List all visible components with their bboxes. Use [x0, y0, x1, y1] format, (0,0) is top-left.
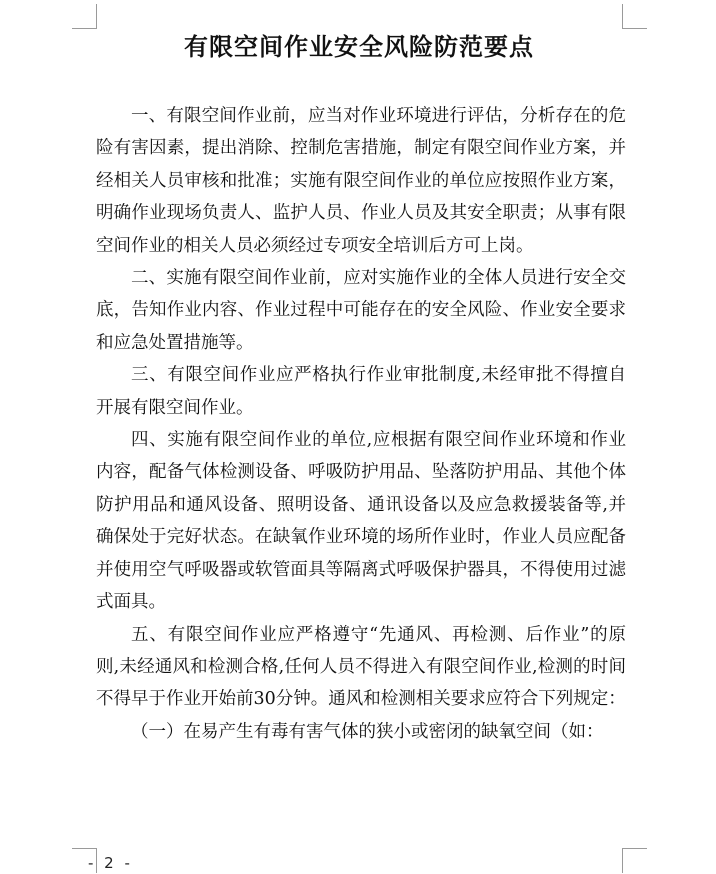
- crop-mark-top-right: [622, 4, 647, 29]
- document-body: [96, 100, 626, 748]
- crop-mark-bottom-right: [622, 848, 647, 873]
- document-title: 有限空间作业安全风险防范要点: [184, 33, 534, 61]
- paragraph-4: 四、实施有限空间作业的单位,应根据有限空间作业环境和作业内容，配备气体检测设备、呼吸防护用品、坠落防护用品、其他个体防护用品和通风设备、照明设备、通讯设备以及应急救援装备等,并确保处于完好状态。在缺氧作业环境的场所作业时，作业人员应配备并使用空气呼吸器或软管面具等隔离式呼吸保护器具，不得使用过滤式面具。: [96, 430, 626, 613]
- paragraph-3: 三、有限空间作业应严格执行作业审批制度,未经审批不得擅自开展有限空间作业。: [96, 365, 626, 418]
- crop-mark-top-left: [72, 4, 97, 29]
- paragraph-6: （一）在易产生有毒有害气体的狭小或密闭的缺氧空间（如：: [131, 721, 604, 742]
- paragraph-1: 一、有限空间作业前，应当对作业环境进行评估，分析存在的危险有害因素，提出消除、控制危害措施，制定有限空间作业方案，并经相关人员审核和批准；实施有限空间作业的单位应按照作业方案，明确作业现场负责人、监护人员、作业人员及其安全职责；从事有限空间作业的相关人员必须经过专项安全培训后方可上岗。: [96, 106, 626, 256]
- paragraph-2: 二、实施有限空间作业前，应对实施作业的全体人员进行安全交底，告知作业内容、作业过程中可能存在的安全风险、作业安全要求和应急处置措施等。: [96, 268, 626, 353]
- page-number: - 2 -: [88, 854, 133, 872]
- paragraph-5: 五、有限空间作业应严格遵守“先通风、再检测、后作业”的原则,未经通风和检测合格,任何人员不得进入有限空间作业,检测的时间不得早于作业开始前30分钟。通风和检测相关要求应符合下列规定：: [96, 624, 626, 710]
